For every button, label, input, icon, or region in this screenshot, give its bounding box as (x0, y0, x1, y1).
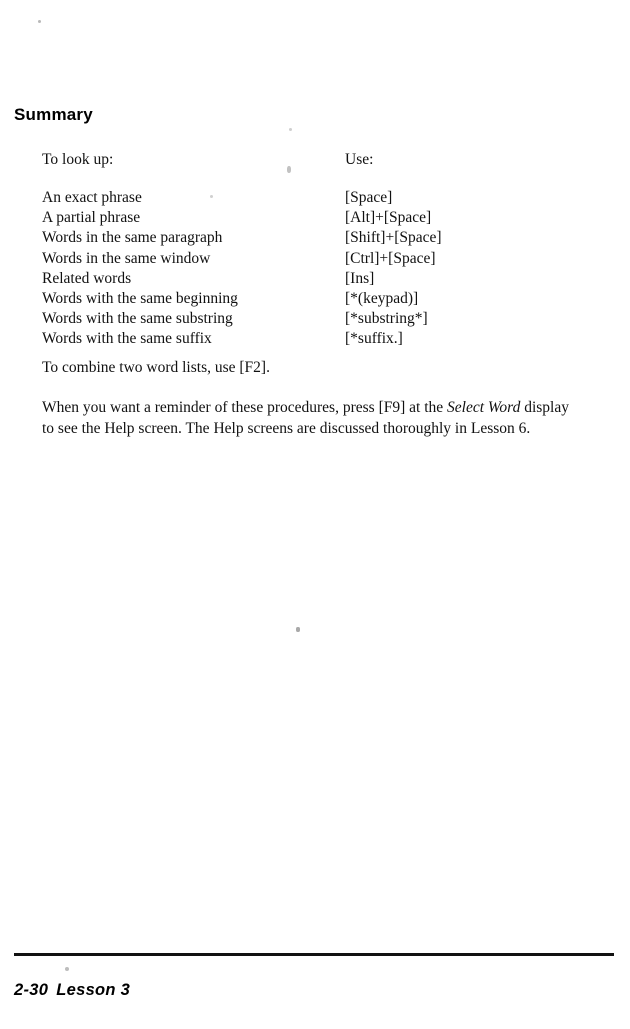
paper-speck (289, 128, 292, 131)
footer-divider (14, 953, 614, 956)
table-body (42, 188, 562, 350)
table-row (42, 309, 562, 329)
table-header-right: Use: (345, 151, 374, 168)
section-heading: Summary (14, 105, 93, 124)
table-cell-key: [*(keypad)] (345, 290, 419, 308)
table-cell-key: [*suffix.] (345, 330, 403, 348)
summary-table (42, 150, 562, 350)
table-cell-lookup: Words in the same paragraph (42, 229, 223, 247)
table-row (42, 289, 562, 309)
table-cell-key: [Shift]+[Space] (345, 229, 442, 247)
table-cell-lookup: Words with the same beginning (42, 290, 238, 308)
paragraph-part-2: display to see the Help screen. The Help screens are discussed thoroughly in Lesson 6. (42, 399, 569, 437)
table-cell-lookup: Related words (42, 269, 132, 287)
table-cell-key: [Ins] (345, 269, 375, 287)
table-row (42, 188, 562, 208)
table-row (42, 228, 562, 248)
table-cell-lookup: A partial phrase (42, 209, 141, 227)
footer-section-label: Lesson 3 (56, 981, 131, 999)
table-row (42, 269, 562, 289)
combine-note: To combine two word lists, use [F2]. (42, 359, 270, 376)
table-header-left: To look up: (42, 151, 114, 168)
paper-speck (38, 20, 41, 23)
body-paragraph (42, 398, 577, 439)
table-cell-key: [Alt]+[Space] (345, 209, 432, 227)
table-header-row (42, 150, 562, 170)
paper-speck (296, 627, 300, 632)
table-row (42, 208, 562, 228)
table-cell-lookup: An exact phrase (42, 189, 142, 206)
footer-page-number: 2-30 (14, 981, 49, 999)
table-cell-key: [Ctrl]+[Space] (345, 249, 436, 267)
table-row (42, 249, 562, 269)
table-cell-lookup: Words with the same suffix (42, 330, 212, 348)
paragraph-italic-term: Select Word (447, 399, 521, 416)
table-cell-key: [Space] (345, 189, 393, 206)
paragraph-part-1: When you want a reminder of these procedures, press [F9] at the (42, 399, 448, 416)
table-cell-lookup: Words with the same substring (42, 310, 233, 328)
table-cell-key: [*substring*] (345, 310, 428, 328)
table-row (42, 329, 562, 349)
page-footer (14, 981, 130, 1000)
paper-speck (65, 967, 69, 971)
table-cell-lookup: Words in the same window (42, 249, 211, 267)
